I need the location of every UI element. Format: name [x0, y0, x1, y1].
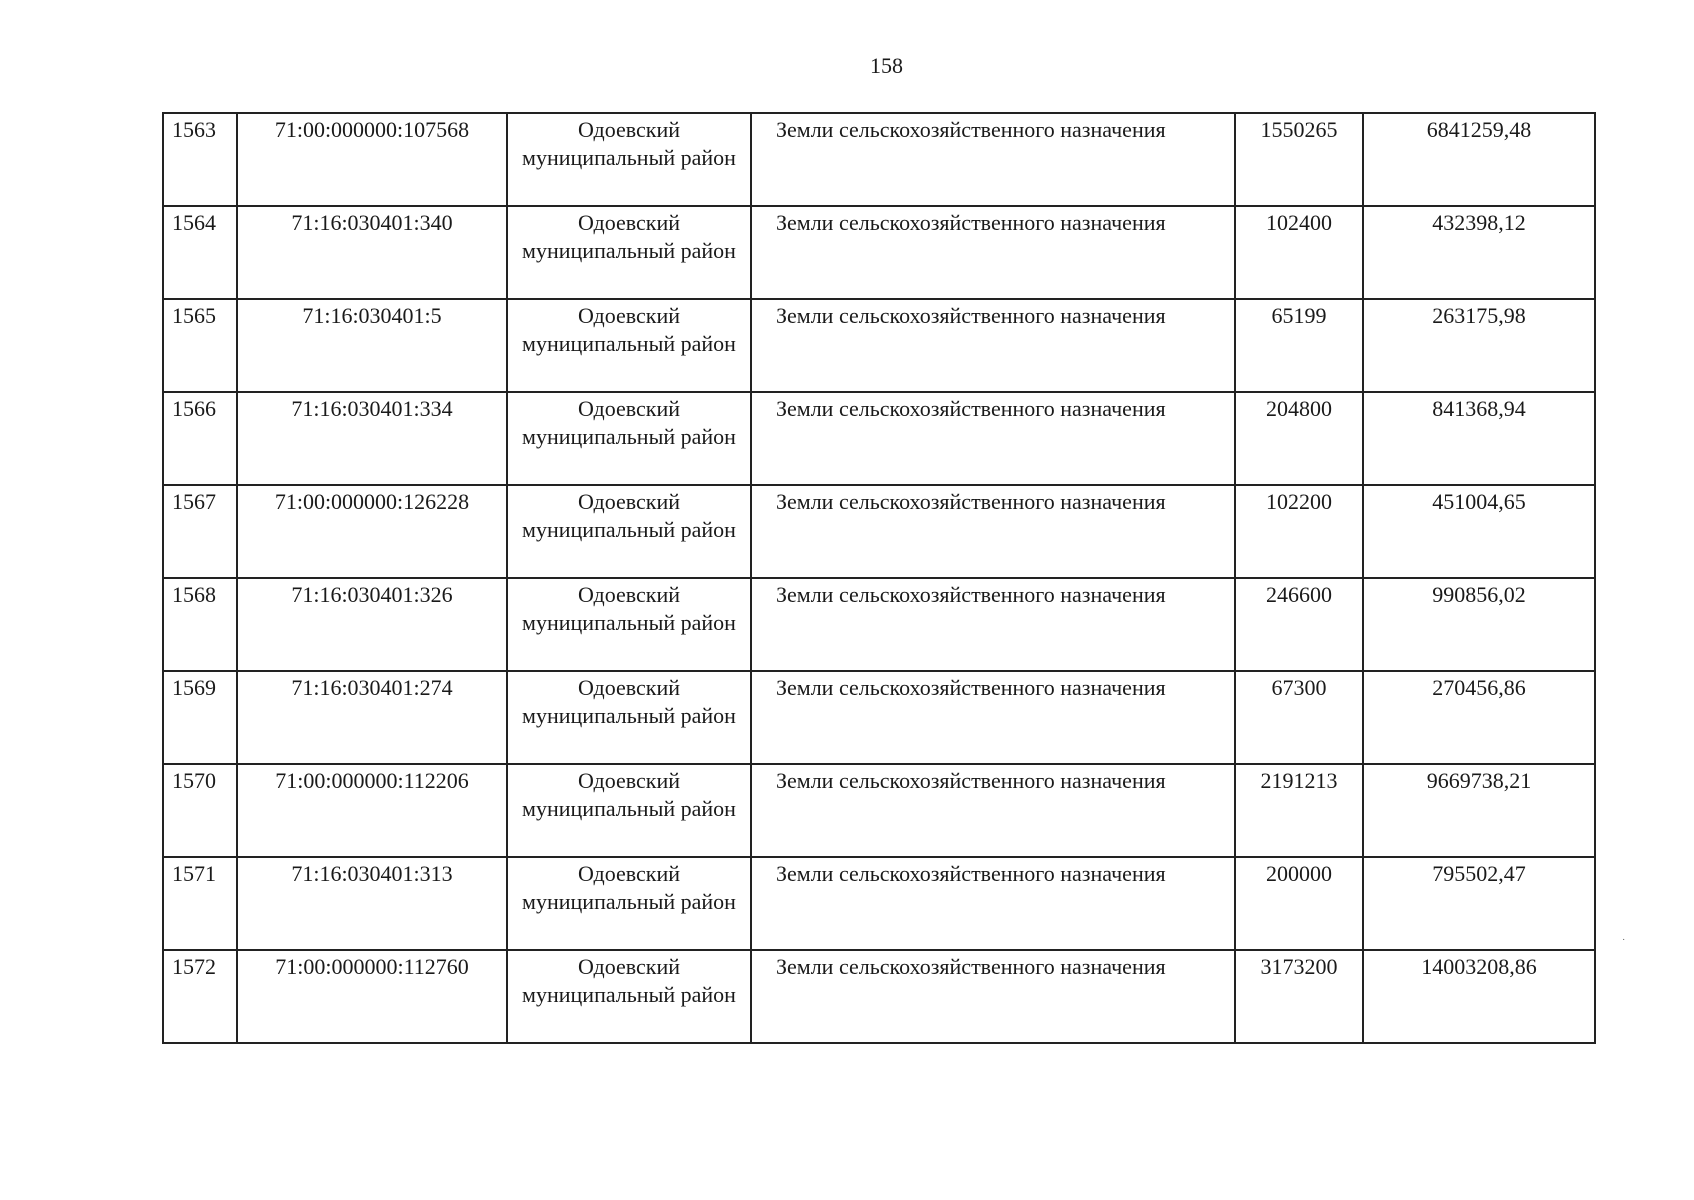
area-cell: 102200: [1235, 485, 1363, 578]
land-category-cell: Земли сельскохозяйственного назначения: [751, 764, 1235, 857]
row-number-cell: 1570: [163, 764, 237, 857]
cadastral-number-cell: 71:00:000000:126228: [237, 485, 507, 578]
cadastral-cost-cell: 432398,12: [1363, 206, 1595, 299]
district-cell: Одоевский муниципальный район: [507, 671, 751, 764]
table-row: [163, 485, 1595, 578]
land-category-cell: Земли сельскохозяйственного назначения: [751, 299, 1235, 392]
row-number-cell: 1571: [163, 857, 237, 950]
area-cell: 3173200: [1235, 950, 1363, 1043]
table-row: [163, 578, 1595, 671]
area-cell: 65199: [1235, 299, 1363, 392]
land-category-cell: Земли сельскохозяйственного назначения: [751, 113, 1235, 206]
cadastral-number-cell: 71:16:030401:326: [237, 578, 507, 671]
district-cell: Одоевский муниципальный район: [507, 950, 751, 1043]
cadastral-cost-cell: 990856,02: [1363, 578, 1595, 671]
table-row: [163, 764, 1595, 857]
row-number-cell: 1572: [163, 950, 237, 1043]
area-cell: 102400: [1235, 206, 1363, 299]
cadastral-number-cell: 71:00:000000:112206: [237, 764, 507, 857]
scan-speck: ˙: [1622, 938, 1626, 949]
table-row: [163, 392, 1595, 485]
area-cell: 67300: [1235, 671, 1363, 764]
cadastral-cost-cell: 14003208,86: [1363, 950, 1595, 1043]
row-number-cell: 1564: [163, 206, 237, 299]
area-cell: 200000: [1235, 857, 1363, 950]
table-row: [163, 950, 1595, 1043]
district-cell: Одоевский муниципальный район: [507, 113, 751, 206]
cadastral-number-cell: 71:16:030401:334: [237, 392, 507, 485]
table-row: [163, 113, 1595, 206]
land-category-cell: Земли сельскохозяйственного назначения: [751, 206, 1235, 299]
row-number-cell: 1566: [163, 392, 237, 485]
district-cell: Одоевский муниципальный район: [507, 392, 751, 485]
cadastral-cost-cell: 270456,86: [1363, 671, 1595, 764]
land-category-cell: Земли сельскохозяйственного назначения: [751, 857, 1235, 950]
row-number-cell: 1567: [163, 485, 237, 578]
cadastral-cost-cell: 6841259,48: [1363, 113, 1595, 206]
cadastral-number-cell: 71:16:030401:5: [237, 299, 507, 392]
table-row: [163, 857, 1595, 950]
cadastral-number-cell: 71:16:030401:313: [237, 857, 507, 950]
area-cell: 246600: [1235, 578, 1363, 671]
district-cell: Одоевский муниципальный район: [507, 578, 751, 671]
district-cell: Одоевский муниципальный район: [507, 299, 751, 392]
area-cell: 2191213: [1235, 764, 1363, 857]
district-cell: Одоевский муниципальный район: [507, 764, 751, 857]
land-plots-table: [162, 112, 1596, 1044]
table-body: [163, 113, 1595, 1043]
row-number-cell: 1569: [163, 671, 237, 764]
land-category-cell: Земли сельскохозяйственного назначения: [751, 578, 1235, 671]
area-cell: 1550265: [1235, 113, 1363, 206]
district-cell: Одоевский муниципальный район: [507, 485, 751, 578]
row-number-cell: 1563: [163, 113, 237, 206]
cadastral-number-cell: 71:00:000000:112760: [237, 950, 507, 1043]
cadastral-cost-cell: 841368,94: [1363, 392, 1595, 485]
table-row: [163, 299, 1595, 392]
cadastral-cost-cell: 9669738,21: [1363, 764, 1595, 857]
cadastral-cost-cell: 451004,65: [1363, 485, 1595, 578]
cadastral-cost-cell: 263175,98: [1363, 299, 1595, 392]
cadastral-number-cell: 71:16:030401:274: [237, 671, 507, 764]
land-category-cell: Земли сельскохозяйственного назначения: [751, 392, 1235, 485]
row-number-cell: 1568: [163, 578, 237, 671]
table-row: [163, 206, 1595, 299]
page-number: 158: [870, 53, 903, 78]
cadastral-cost-cell: 795502,47: [1363, 857, 1595, 950]
land-category-cell: Земли сельскохозяйственного назначения: [751, 950, 1235, 1043]
district-cell: Одоевский муниципальный район: [507, 857, 751, 950]
area-cell: 204800: [1235, 392, 1363, 485]
cadastral-number-cell: 71:00:000000:107568: [237, 113, 507, 206]
district-cell: Одоевский муниципальный район: [507, 206, 751, 299]
land-category-cell: Земли сельскохозяйственного назначения: [751, 485, 1235, 578]
row-number-cell: 1565: [163, 299, 237, 392]
table-row: [163, 671, 1595, 764]
cadastral-number-cell: 71:16:030401:340: [237, 206, 507, 299]
land-category-cell: Земли сельскохозяйственного назначения: [751, 671, 1235, 764]
